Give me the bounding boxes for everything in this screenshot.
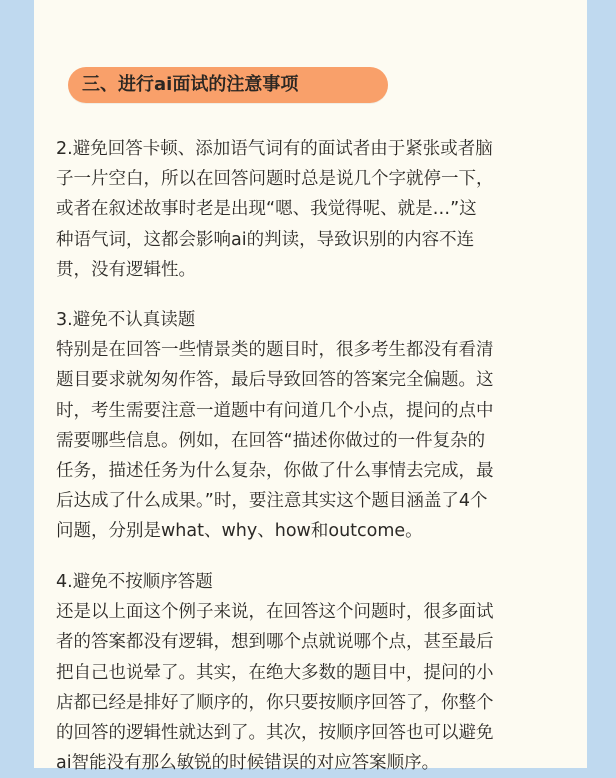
tip-line: 需要哪些信息。例如，在回答“描述你做过的一件复杂的 xyxy=(56,430,486,451)
tip-line: 题目要求就匆匆作答，最后导致回答的答案完全偏题。这 xyxy=(56,370,494,391)
tip-title: 2.避免回答卡顿、添加语气词有的面试者由于紧张或者脑 xyxy=(56,139,493,159)
tip-line: ai智能没有那么敏锐的时候错误的对应答案顺序。 xyxy=(56,753,440,774)
tip-line: 种语气词，这都会影响ai的判读，导致识别的内容不连 xyxy=(56,229,475,250)
tip-line: 贯，没有逻辑性。 xyxy=(56,259,196,280)
tip-title: 3.避免不认真读题 xyxy=(56,310,196,330)
tip-line: 店都已经是排好了顺序的，你只要按顺序回答了，你整个 xyxy=(56,692,494,713)
tip-title: 4.避免不按顺序答题 xyxy=(56,572,213,592)
tip-line: 或者在叙述故事时老是出现“嗯、我觉得呢、就是…”这 xyxy=(56,199,477,220)
tip-section-4 xyxy=(56,567,576,778)
tip-line: 任务，描述任务为什么复杂，你做了什么事情去完成，最 xyxy=(56,460,494,481)
tip-section-2 xyxy=(56,134,576,285)
tip-line: 子一片空白，所以在回答问题时总是说几个字就停一下， xyxy=(56,169,494,190)
tip-line: 者的答案都没有逻辑，想到哪个点就说哪个点，甚至最后 xyxy=(56,632,494,653)
section-heading: 三、进行ai面试的注意事项 xyxy=(82,74,299,95)
tip-line: 后达成了什么成果。”时，要注意其实这个题目涵盖了4个 xyxy=(56,491,488,512)
tip-line: 还是以上面这个例子来说，在回答这个问题时，很多面试 xyxy=(56,602,494,623)
tip-line: 特别是在回答一些情景类的题目时，很多考生都没有看清 xyxy=(56,340,494,361)
tip-line: 问题，分别是what、why、how和outcome。 xyxy=(56,521,423,542)
tip-section-3 xyxy=(56,305,576,547)
tip-line: 的回答的逻辑性就达到了。其次，按顺序回答也可以避免 xyxy=(56,722,494,743)
tip-line: 时，考生需要注意一道题中有问道几个小点，提问的点中 xyxy=(56,400,494,421)
tip-line: 把自己也说晕了。其实，在绝大多数的题目中，提问的小 xyxy=(56,662,494,683)
